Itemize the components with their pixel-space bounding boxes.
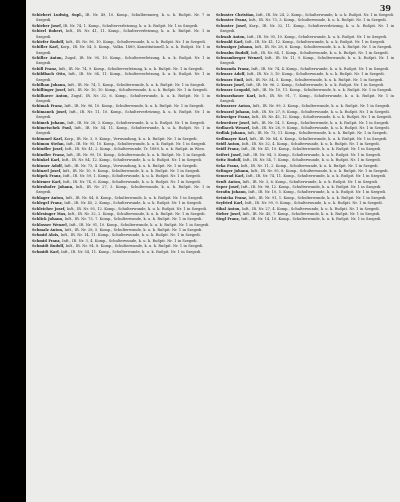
entry-details: Inft., IR. Nr. 84, 8. Komp., Schulterwunde, k. u. k. RuSpit. Nr. 1 in Szegedi.	[65, 195, 204, 200]
entry-details: Inft., IR. Nr. 3, 6. Komp., Schulterwunde, k. u. k. RuSpit. Nr. 1 in Szegedi.	[242, 179, 379, 184]
entry-details: Inft., IR. Nr. 41, 12. Komp., Schulterwunde, k. u. k. RuSpit. Nr. 1 in Szegedi.	[245, 39, 386, 44]
entry-name: Schlick Johann,	[32, 217, 64, 222]
entry-name: Sedlacek Wenzel,	[216, 125, 251, 130]
entry-details: IR. Nr. 49, 10. Komp., Schulbrennerg, k. u. k. RuSpit. Nr. 7 in Szegedi.	[36, 13, 210, 23]
entry-name: Schmalz Anton,	[32, 228, 64, 232]
entry-details: Inft., IR. Nr. 54, 11. Komp., Schulterwunde, k. u. k. RuSpit. Nr. 1 in Szegedi.	[36, 125, 210, 136]
entry-details: Inft., IR. Nr. 14, 1. Komp., Schulterwunde, k. u. k. RuSpit. Nr. 1 in Szegedi.	[251, 120, 390, 125]
entry-name: Schuster Franz,	[216, 18, 248, 23]
entry-name: Schinzel Josef,	[32, 168, 62, 173]
entry-name: Schiller Karl,	[32, 45, 59, 50]
entry-details: Inft., IR. Nr. 95, 10. Komp., Schulterwunde, k. u. k. RuSpit. Nr. 1 in Szegedi.	[66, 142, 207, 146]
entry-name: Schwarzer Anton,	[216, 104, 252, 109]
entry-details: Inft., IR. Nr. 27, 4. Komp., Schulterwunde, k. u. k. RuSpit. Nr. 1 in Szegedi.	[241, 206, 380, 211]
entry-details: Korp., IR. Nr. 54, 5. Komp., Volkn. 1889, Konstitutionell, k. u. k. RuSpit. Nr. 1 in Szegedi.	[36, 45, 210, 55]
entry-name: Schwabl Karl,	[216, 39, 244, 44]
entry-name: Schildbach Otto,	[32, 72, 67, 77]
list-item	[32, 126, 210, 137]
entry-name: Sibal Anton,	[216, 206, 241, 211]
list-item	[216, 94, 394, 105]
entry-details: Inft., IR. Nr. 45, 12. Komp., Schulterwunde, k. u. k. RuSpit. Nr. 1 in Szegedi.	[251, 115, 392, 120]
entry-details: Inft., IR. Nr. 11, 2. Komp., Schulterwunde, k. u. k. RuSpit. Nr. 1 in Szegedi.	[240, 163, 379, 168]
entry-name: Schwalm Rudolf,	[216, 50, 250, 55]
entry-details: Zugsf., IR. Nr. 95, 10. Komp., Schulterverletzung, k. u. k. RuSpit. Nr. 1 in Szegedi.	[36, 56, 210, 66]
entry-details: Inft., IR. Nr. 28, 6. Komp., Schulterwunde, k. u. k. RuSpit. Nr. 1 in Szegedi.	[254, 45, 393, 50]
right-column	[216, 13, 394, 255]
entry-name: Schill Franz,	[32, 66, 58, 71]
list-item	[216, 56, 394, 67]
entry-name: Seyfried Karl,	[216, 201, 244, 206]
entry-details: Inft., IR. Nr. 28, 3. Komp., Schulterwunde, k. u. k. RuSpit. Nr. 1 in Szegedi.	[67, 120, 206, 125]
entry-details: Inft., IR. Nr. 32, 2. Komp., Schulterwunde, k. u. k. RuSpit. Nr. 1 in Szegedi.	[67, 211, 206, 216]
entry-details: Inft., IR. Nr. 24, 2. Komp., Schulterwunde, k. u. k. RuSpit. Nr. 1 in Szegedi.	[256, 13, 394, 17]
entry-name: Schwarz Josef,	[216, 82, 245, 87]
entry-name: Schweitzer Josef,	[216, 120, 251, 125]
entry-name: Schillinger Josef,	[32, 88, 67, 93]
entry-details: Inft., IR. Nr. 32, 4. Komp., Schulterwunde, k. u. k. RuSpit. Nr. 1 in Szegedi.	[241, 142, 380, 146]
entry-details: Inft., IR. Nr. 27, 3. Komp., Schulterwunde, k. u. k. RuSpit. Nr. 1 in Szegedi.	[36, 185, 210, 195]
entry-name: Senft Anton,	[216, 179, 242, 184]
entry-details: Inft., IR. Nr. 11, 10. Komp., Schulterverletzung, k. u. k. RuSpit. Nr. 1 in Szegedi.	[36, 109, 210, 120]
entry-name: Schimetschek Paul,	[32, 125, 73, 130]
entry-name: Schwab Anton,	[216, 34, 246, 39]
entry-details: Inft., IR. Nr. 95, 8. Komp., Schulterwunde, k. u. k. RuSpit. Nr. 1 in Szegedi.	[250, 168, 389, 173]
entry-name: Schwarzbauer Karl,	[216, 93, 257, 98]
entry-details: Inft., IR. Nr. 3, 4. Komp., Schulterwunde, k. u. k. RuSpit. Nr. 1 in Szegedi.	[62, 238, 198, 243]
entry-details: Inft., IR. Nr. 96, 2. Komp., Schulterwunde, k. u. k. RuSpit. Nr. 1 in Szegedi.	[246, 82, 385, 87]
entry-name: Schindler Franz,	[32, 152, 66, 157]
entry-details: Inft., IR. Nr. 99, 10. Komp., Schulterwunde, k. u. k. RuSpit. Nr. 1 in Szegedi.	[66, 152, 207, 157]
entry-details: Inft., IR. Nr. 74, 11. Komp., Schulterwunde, k. u. k. RuSpit. Nr. 1 in Szegedi.	[246, 174, 387, 179]
entry-details: Inft., IR. Nr. 14, 10. Komp., Schulterwunde, k. u. k. RuSpit. Nr. 1 in Szegedi.	[241, 217, 382, 222]
entry-details: Zugsf., IR. Nr. 32, 6. Komp., Schulterwunde, k. u. k. RuSpit. Nr. 1 in Szegedi.	[36, 93, 210, 103]
entry-name: Schweiger Franz,	[216, 115, 251, 120]
entry-name: Selinger Johann,	[216, 168, 250, 173]
entry-name: Serafin Johann,	[216, 190, 247, 195]
entry-details: Inft., IR. Nr. 41, 2. Komp., Schulterwunde, Tr. 1889, k. u. k. RuSpit. in Wien.	[64, 147, 205, 152]
entry-details: Korp., IR. Nr. 32, 11. Komp., Schulterverletzung, k. u. k. RuSpit. Nr. 1 in Szegedi.	[220, 23, 394, 34]
entry-name: Schimon Stefan,	[32, 142, 65, 146]
entry-name: Schlosser Wenzel,	[32, 222, 68, 227]
entry-name: Schinner Adolf,	[32, 163, 63, 168]
entry-name: Schiefer Rudolf,	[32, 39, 65, 44]
entry-name: Schwarz Emil,	[216, 77, 245, 82]
entry-details: Inft., IR. Nr. 10, 5. Komp., Schulterwunde, k. u. k. RuSpit. Nr. 1 in Szegedi.	[248, 190, 387, 195]
entry-name: Schwarzl Johann,	[216, 109, 251, 114]
page-number: 39	[379, 3, 391, 13]
entry-details: Inft., IR. Nr. 84, 12. Komp., Schulterwunde, k. u. k. RuSpit. Nr. 1 in Szegedi.	[61, 158, 203, 163]
list-item	[32, 56, 210, 67]
entry-details: Inft., IR. Nr. 96, 10. Komp., Schulterwunde, k. u. k. RuSpit. Nr. 1 in Szegedi.	[64, 104, 205, 109]
entry-details: Inft., IR. Nr. 73, 4. Komp., Verwundung, k. u. k. RuSpit. Nr. 1 in Szegedi.	[64, 163, 198, 168]
list-item	[216, 24, 394, 35]
entry-name: Seitz Rudolf,	[216, 158, 242, 163]
entry-details: Inft., IR. Nr. 73, 7. Komp., Schulterwunde, k. u. k. RuSpit. Nr. 1 in Szegedi.	[64, 217, 203, 222]
entry-name: Schlesinger Max,	[32, 211, 67, 216]
entry-details: Inft., IR. Nr. 59, 1. Komp., Schulterwunde, k. u. k. RuSpit. Nr. 1 in Szegedi.	[63, 174, 201, 179]
entry-details: Inft., IR. Nr. 73, 11. Komp., Schulterwunde, k. u. k. RuSpit. Nr. 1 in Szegedi.	[247, 131, 388, 136]
entry-name: Schwarz Adolf,	[216, 72, 246, 77]
entry-details: Inft., IR. Nr. 91, 1. Komp., Schulterwunde, k. u. k. RuSpit. Nr. 1 in Szegedi.	[248, 195, 387, 200]
entry-details: Inft., IR. Nr. 54, 5. Komp., Schulterwunde, k. u. k. RuSpit. Nr. 1 in Szegedi.	[245, 77, 384, 82]
list-item	[32, 250, 210, 255]
list-item	[32, 72, 210, 83]
entry-name: Sedlmayer Karl,	[216, 136, 249, 141]
entry-details: Inft., IR. Nr. 99, 3. Komp., Schulterwunde, k. u. k. RuSpit. Nr. 1 in Szegedi.	[252, 104, 391, 109]
entry-name: Schwamberger Wenzel,	[216, 56, 264, 60]
list-item	[32, 110, 210, 121]
entry-details: Inft., IR. Nr. 11, 9. Komp., Schulterwunde, k. u. k. RuSpit. Nr. 1 in Szegedi.	[220, 56, 394, 66]
entry-name: Schindler Josef,	[32, 147, 64, 152]
entry-details: Inft., IR. Nr. 94, 8. Komp., Schulterwunde, k. u. k. RuSpit. Nr. 1 in Szegedi.	[65, 244, 204, 249]
entry-details: Korp., IR. Nr. 3, 9. Komp., Verwundung, k. u. k. RuSpit. Nr. 1 in Szegedi.	[64, 136, 198, 141]
entry-details: Inft., IR. Nr. 94, 3. Komp., Schulterwunde, k. u. k. RuSpit. Nr. 1 in Szegedi.	[243, 152, 382, 157]
entry-name: Schiebert Ludwig, Supl.,	[32, 13, 84, 17]
entry-details: Inft., IR. Nr. 96, 10. Komp., Schulterwunde, k. u. k. RuSpit. Nr. 1 in Szegedi.	[65, 39, 206, 44]
entry-details: Inft., IR. Nr. 28, 5. Komp., Schulterwunde, k. u. k. RuSpit. Nr. 1 in Szegedi.	[64, 228, 203, 232]
entry-name: Schuster Josef,	[216, 23, 247, 28]
entry-details: Inft., IR. Nr. 54, 7. Komp., Schulterwunde, k. u. k. RuSpit. Nr. 1 in Szegedi.	[242, 158, 381, 163]
entry-details: Inft., IR. Nr. 84, 1. Komp., Schulterwunde, k. u. k. RuSpit. Nr. 1 in Szegedi.	[250, 50, 389, 55]
entry-details: Inft., IR. Nr. 41, 11. Komp., Schulterverletzung, k. u. k. RuSpit. Nr. 1 in Szegedi.	[36, 29, 210, 39]
entry-name: Sieber Josef,	[216, 211, 242, 216]
entry-name: Seidl Franz,	[216, 147, 240, 152]
entry-details: Inft., IR. Nr. 95, 12. Komp., Schulterwunde, k. u. k. RuSpit. Nr. 1 in Szegedi.	[66, 206, 207, 211]
entry-name: Schieber Josef,	[32, 23, 62, 28]
entry-name: Schmid Alois,	[32, 233, 60, 238]
entry-details: Inft., IR. Nr. 94, 11. Komp., Schulterverletzung, k. u. k. RuSpit. Nr. 1 in Szegedi.	[36, 72, 210, 82]
entry-details: Inft., IR. Nr. 74, 6. Komp., Schulterwunde, k. u. k. RuSpit. Nr. 1 in Szegedi.	[63, 179, 201, 184]
list-item	[32, 29, 210, 40]
entry-name: Schleicher Josef,	[32, 206, 66, 211]
entry-name: Seper Josef,	[216, 185, 240, 189]
entry-name: Schlager Anton,	[32, 195, 65, 200]
entry-name: Schimak Franz,	[32, 104, 64, 109]
entry-name: Schuster Christian,	[216, 13, 255, 17]
entry-details: Inft., IR. Nr. 91, 10. Komp., Schulterwunde, k. u. k. RuSpit. Nr. 1 in Szegedi.	[69, 222, 210, 227]
entry-name: Siegl Franz,	[216, 217, 240, 222]
entry-name: Schipek Franz,	[32, 174, 62, 179]
entry-name: Schimanek Josef,	[32, 109, 68, 114]
entry-name: Schilhaver Anton,	[32, 93, 69, 98]
list-item	[32, 13, 210, 24]
entry-details: Inft., IR. Nr. 3, 10. Komp., Schulterwunde, k. u. k. RuSpit. Nr. 1 in Szegedi.	[246, 72, 385, 77]
left-column	[32, 13, 210, 255]
entry-details: Inft., IR. Nr. 14, 11. Komp., Schulterwunde, k. u. k. RuSpit. Nr. 1 in Szegedi.	[60, 233, 201, 238]
entry-name: Schiller Anton,	[32, 56, 63, 60]
entry-details: Inft., IR. Nr. 10, 11. Komp., Schulterwunde, k. u. k. RuSpit. Nr. 1 in Szegedi.	[252, 88, 393, 93]
entry-name: Setnicka Franz,	[216, 195, 248, 200]
entry-name: Sedlak Johann,	[216, 131, 247, 136]
entry-name: Schirnhofer Johann,	[32, 185, 74, 189]
entry-details: Inft., IR. Nr. 84, 6. Komp., Schulterwunde, k. u. k. RuSpit. Nr. 1 in Szegedi.	[249, 136, 388, 141]
list-item	[216, 217, 394, 222]
entry-details: Inft., IR. Nr. 45, 7. Komp., Schulterwunde, k. u. k. RuSpit. Nr. 1 in Szegedi.	[242, 211, 381, 216]
entry-details: IR. Nr. 74, 1. Komp., Schulterverletzung, k. u. k. RuSpit. Nr. 1 in Szegedi.	[63, 23, 199, 28]
entry-name: Seidl Anton,	[216, 142, 241, 146]
entry-details: Inft., IR. Nr. 91, 7. Komp., Schulterwunde, k. u. k. RuSpit. Nr. 1 in Szegedi.	[220, 93, 394, 103]
document-page	[26, 0, 400, 502]
entry-name: Schwanda Franz,	[216, 66, 250, 71]
list-item	[32, 185, 210, 196]
columns	[32, 13, 395, 255]
entry-name: Schmidt Karl,	[32, 249, 60, 254]
entry-name: Schlegel Franz,	[32, 201, 63, 206]
entry-name: Seka Franz,	[216, 163, 240, 168]
entry-details: Inft., IR. Nr. 73, 3. Komp., Schulterwunde, k. u. k. RuSpit. Nr. 1 in Szegedi.	[248, 18, 387, 23]
entry-name: Schinkel Karl,	[32, 158, 61, 163]
list-item	[32, 94, 210, 105]
entry-details: Inft., IR. Nr. 96, 12. Komp., Schulterwunde, k. u. k. RuSpit. Nr. 1 in Szegedi.	[241, 185, 382, 189]
entry-name: Seifert Josef,	[216, 152, 242, 157]
page-header	[32, 3, 395, 13]
entry-details: Inft., IR. Nr. 27, 8. Komp., Schulterwunde, k. u. k. RuSpit. Nr. 1 in Szegedi.	[251, 109, 390, 114]
list-item	[32, 45, 210, 56]
entry-details: Inft., IR. Nr. 74, 4. Komp., Schulterwunde, k. u. k. RuSpit. Nr. 1 in Szegedi.	[251, 66, 390, 71]
entry-name: Schmid Franz,	[32, 238, 61, 243]
entry-name: Schirmer Karl,	[32, 179, 62, 184]
entry-name: Schwarz Leopold,	[216, 88, 251, 93]
entry-details: Inft., IR. Nr. 10, 9. Komp., Schulterwunde, k. u. k. RuSpit. Nr. 1 in Szegedi.	[62, 168, 201, 173]
entry-name: Schimmel Karl,	[32, 136, 64, 141]
entry-name: Schwaiger Johann,	[216, 45, 254, 50]
entry-name: Schimek Johann,	[32, 120, 66, 125]
entry-details: Inft., IR. Nr. 99, 9. Komp., Schulterwunde, k. u. k. RuSpit. Nr. 1 in Szegedi.	[244, 201, 383, 206]
entry-name: Semerad Karl,	[216, 174, 245, 179]
entry-details: Inft., IR. Nr. 74, 1. Komp., Schulterwunde, k. u. k. RuSpit. Nr. 1 in Szegedi.	[67, 82, 206, 87]
entry-name: Schierl Robert,	[32, 29, 64, 34]
entry-details: Inft., IR. Nr. 10, 10. Komp., Schulterwunde, k. u. k. RuSpit. Nr. 1 in Szegedi.	[67, 88, 208, 93]
entry-details: Inft., IR. Nr. 95, 10. Komp., Schulterwunde, k. u. k. RuSpit. Nr. 1 in Szegedi.	[247, 34, 388, 39]
entry-name: Schmidt Rudolf,	[32, 244, 65, 249]
entry-details: Inft., IR. Nr. 28, 9. Komp., Schulterwunde, k. u. k. RuSpit. Nr. 1 in Szegedi.	[251, 125, 390, 130]
entry-details: Inft., IR. Nr. 74, 9. Komp., Schulterverletzung, k. u. k. RuSpit. Nr. 1 in Szegedi.	[58, 66, 204, 71]
entry-name: Schilhan Johann,	[32, 82, 67, 87]
entry-details: Inft., IR. Nr. 45, 2. Komp., Schulterwunde, k. u. k. RuSpit. Nr. 1 in Szegedi.	[64, 201, 203, 206]
entry-details: Inft., IR. Nr. 54, 11. Komp., Schulterwunde, k. u. k. RuSpit. Nr. 1 in Szegedi.	[61, 249, 202, 254]
entry-details: Inft., IR. Nr. 41, 10. Komp., Schulterwunde, k. u. k. RuSpit. Nr. 1 in Szegedi.	[241, 147, 382, 152]
